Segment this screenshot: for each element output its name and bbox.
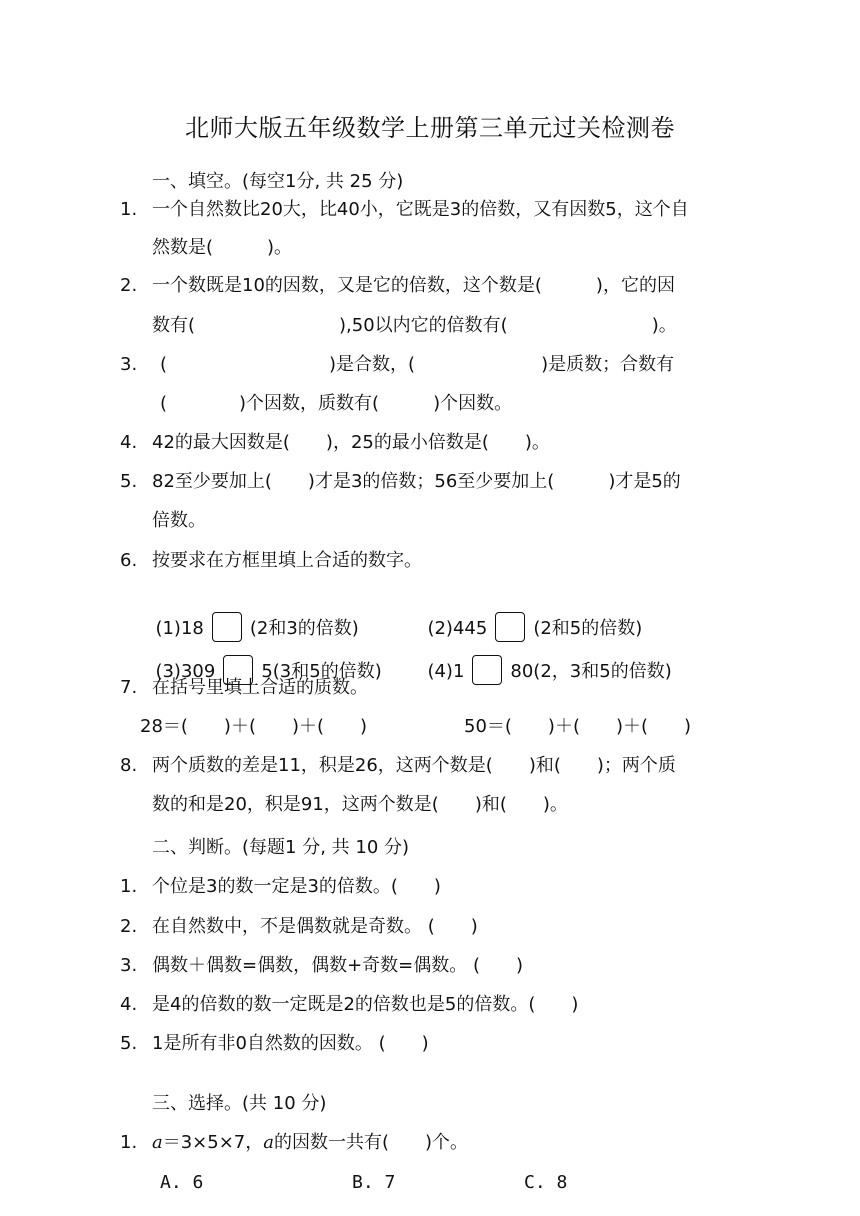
q2-number: 2.	[120, 275, 138, 296]
q4-line1: 42的最大因数是( )，25的最小倍数是( )。	[152, 432, 550, 453]
q1-line1: 一个自然数比20大，比40小，它既是3的倍数，又有因数5，这个自	[152, 199, 689, 220]
q7-number: 7.	[120, 677, 138, 698]
judge-2-text: 在自然数中，不是偶数就是奇数。 ( )	[152, 916, 478, 937]
q1-number: 1.	[120, 199, 138, 220]
section2-heading: 二、判断。(每题1 分, 共 10 分)	[152, 837, 410, 858]
judge-4-number: 4.	[120, 994, 138, 1015]
q5-line2: 倍数。	[152, 510, 206, 531]
judge-3-text: 偶数＋偶数=偶数，偶数+奇数=偶数。 ( )	[152, 955, 524, 976]
q5-number: 5.	[120, 471, 138, 492]
q3-line1: ( )是合数，( )是质数；合数有	[160, 354, 675, 375]
q2-line2: 数有( ),50以内它的倍数有( )。	[152, 315, 677, 336]
option-b[interactable]: B. 7	[352, 1172, 396, 1193]
answer-box[interactable]	[472, 655, 502, 685]
q7-equation-2: 50＝( )＋( )＋( )	[464, 716, 692, 737]
choice-1-expression: ＝3×5×7，	[162, 1132, 264, 1153]
q8-line2: 数的和是20，积是91，这两个数是( )和( )。	[152, 794, 568, 815]
q6-item-3-prefix: (3)309	[155, 661, 216, 682]
page-title: 北师大版五年级数学上册第三单元过关检测卷	[185, 114, 675, 142]
q6-item-4	[416, 633, 672, 687]
q6-item-4-suffix: 80(2，3和5的倍数)	[510, 661, 672, 682]
option-c[interactable]: C. 8	[524, 1172, 568, 1193]
q6-line1: 按要求在方框里填上合适的数字。	[152, 550, 422, 571]
q5-line1: 82至少要加上( )才是3的倍数；56至少要加上( )才是5的	[152, 471, 681, 492]
variable-a: a	[263, 1132, 274, 1153]
q4-number: 4.	[120, 432, 138, 453]
variable-a: a	[152, 1132, 163, 1153]
q1-line2: 然数是( )。	[152, 237, 293, 258]
choice-1-number: 1.	[120, 1132, 138, 1153]
q6-item-3-suffix: 5(3和5的倍数)	[261, 661, 382, 682]
choice-1-text	[152, 1131, 468, 1155]
judge-1-number: 1.	[120, 876, 138, 897]
q3-number: 3.	[120, 354, 138, 375]
q6-number: 6.	[120, 550, 138, 571]
judge-3-number: 3.	[120, 955, 138, 976]
judge-5-number: 5.	[120, 1033, 138, 1054]
q6-item-1-prefix: (1)18	[155, 618, 204, 639]
q6-item-2-prefix: (2)445	[427, 618, 488, 639]
q6-item-2-suffix: (2和5的倍数)	[533, 618, 643, 639]
q8-line1: 两个质数的差是11，积是26，这两个数是( )和( )；两个质	[152, 755, 676, 776]
q6-item-4-prefix: (4)1	[427, 661, 465, 682]
q3-line2: ( )个因数，质数有( )个因数。	[160, 393, 513, 414]
q2-line1: 一个数既是10的因数，又是它的倍数，这个数是( )，它的因	[152, 275, 675, 296]
section1-heading: 一、填空。(每空1分, 共 25 分)	[152, 171, 404, 192]
option-a[interactable]: A. 6	[160, 1172, 204, 1193]
judge-5-text: 1是所有非0自然数的因数。 ( )	[152, 1033, 429, 1054]
q7-equation-1: 28＝( )＋( )＋( )	[140, 716, 368, 737]
q8-number: 8.	[120, 755, 138, 776]
q6-item-1-suffix: (2和3的倍数)	[249, 618, 359, 639]
q7-line1: 在括号里填上合适的质数。	[152, 677, 368, 698]
judge-1-text: 个位是3的数一定是3的倍数。( )	[152, 876, 441, 897]
judge-4-text: 是4的倍数的数一定既是2的倍数也是5的倍数。( )	[152, 994, 579, 1015]
section3-heading: 三、选择。(共 10 分)	[152, 1093, 327, 1114]
judge-2-number: 2.	[120, 916, 138, 937]
choice-1-rest: 的因数一共有( )个。	[274, 1132, 469, 1153]
